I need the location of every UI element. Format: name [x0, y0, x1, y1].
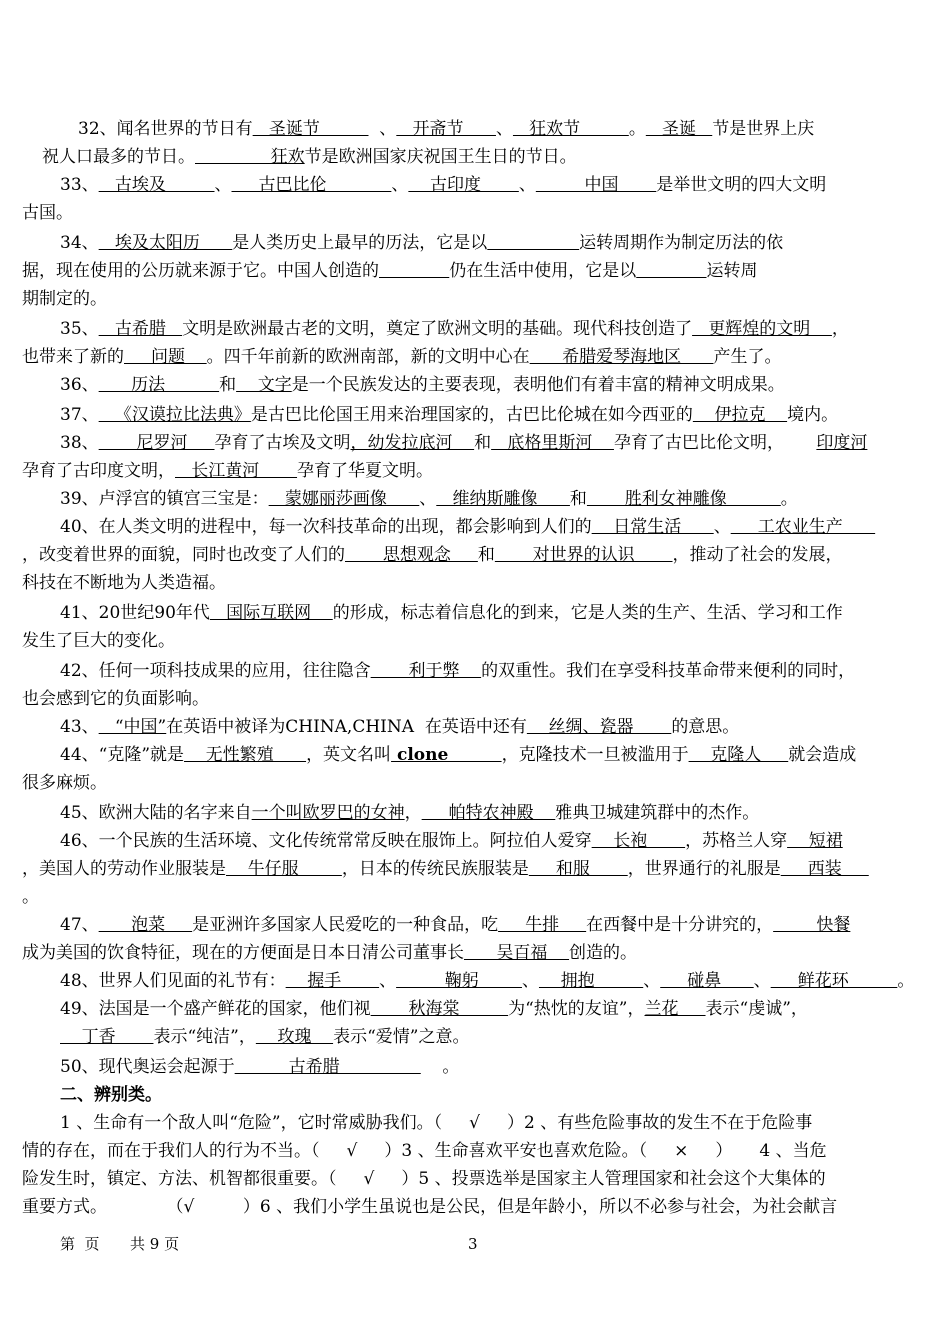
- question-text: 40、在人类文明的进程中，每一次科技革命的出现，都会影响到人们的: [60, 517, 592, 537]
- answer-blank: 古希腊: [234, 1057, 421, 1077]
- question-text: 49、法国是一个盛产鲜花的国家，他们视: [60, 999, 371, 1019]
- text-line: [0, 371, 950, 399]
- text-line: [0, 627, 950, 655]
- answer-blank: 兰花: [644, 999, 706, 1019]
- answer-blank: 希腊爱琴海地区: [529, 347, 714, 367]
- footer-page-label: 第 页: [60, 1235, 100, 1253]
- question-text: 成为美国的饮食特征，现在的方便面是日本日清公司董事长: [22, 943, 464, 963]
- answer-blank: [379, 261, 449, 281]
- answer-blank: 狂欢: [195, 147, 305, 167]
- question-text: ，苏格兰人穿: [685, 831, 788, 851]
- answer-blank: 短裙: [787, 831, 843, 851]
- text-line: [0, 599, 950, 627]
- answer-blank: 问题: [124, 347, 207, 367]
- answer-blank: 握手: [285, 971, 380, 991]
- answer-blank: 拥抱: [538, 971, 644, 991]
- answer-blank: 古希腊: [98, 319, 183, 339]
- question-text: 。: [780, 489, 798, 509]
- question-text: 二、辨别类。: [60, 1085, 162, 1105]
- answer-blank: 长袍: [591, 831, 686, 851]
- question-text: 和: [477, 545, 495, 565]
- question-text: 33、: [60, 175, 99, 195]
- text-line: [0, 199, 950, 227]
- answer-blank: 丝绸、瓷器: [526, 717, 672, 737]
- answer-blank: 底格里斯河: [491, 433, 614, 453]
- text-line: [0, 343, 950, 371]
- question-text: 、: [713, 517, 731, 537]
- question-text: 雅典卫城建筑群中的杰作。: [555, 803, 760, 823]
- text-line: [0, 1109, 950, 1137]
- answer-blank: 碰鼻: [660, 971, 754, 991]
- question-text: 、: [419, 489, 437, 509]
- answer-blank: 埃及太阳历: [98, 233, 233, 253]
- question-text: 发生了巨大的变化。: [22, 631, 175, 651]
- answer-blank: 泡菜: [98, 915, 193, 935]
- question-text: 祝人口最多的节日。: [42, 147, 195, 167]
- question-text: 就会造成: [788, 745, 857, 765]
- question-text: ，: [831, 319, 849, 339]
- text-line: [0, 257, 950, 285]
- question-text: 46、一个民族的生活环境、文化传统常常反映在服饰上。阿拉伯人爱穿: [60, 831, 592, 851]
- question-text: 48、世界人们见面的礼节有：: [60, 971, 286, 991]
- footer-page-number: 3: [468, 1235, 478, 1253]
- answer-blank: 国际互联网: [209, 603, 333, 623]
- question-text: ，日本的传统民族服装是: [341, 859, 529, 879]
- text-line: [0, 429, 950, 457]
- page-footer: [0, 1232, 950, 1256]
- question-text: ，世界通行的礼服是: [627, 859, 781, 879]
- answer-blank: 伊拉克: [692, 405, 788, 425]
- question-text: 仍在生活中使用，它是以: [449, 261, 637, 281]
- question-text: 、: [643, 971, 661, 991]
- question-text: 37、: [60, 405, 99, 425]
- footer-total-pages: 共 9 页: [130, 1235, 180, 1253]
- question-text: 1 、生命有一个敌人叫“危险”，它时常威胁我们。（ √ ）2 、有些危险事故的发生不在于危险事: [60, 1113, 813, 1133]
- question-text: 据，现在使用的公历就来源于它。中国人创造的: [22, 261, 379, 281]
- question-text: 节是欧洲国家庆祝国王生日的节日。: [304, 147, 577, 167]
- question-text: 45、欧洲大陆的名字来自: [60, 803, 252, 823]
- answer-blank: 克隆人: [688, 745, 789, 765]
- answer-blank: “中国”: [98, 717, 167, 737]
- answer-blank: 快餐: [773, 915, 851, 935]
- answer-blank: 蒙娜丽莎画像: [268, 489, 420, 509]
- question-text: 38、: [60, 433, 99, 453]
- answer-blank: 牛排: [498, 915, 587, 935]
- text-line: [0, 741, 950, 769]
- question-text: 孕育了华夏文明。: [297, 461, 434, 481]
- answer-blank: 秋海棠: [370, 999, 509, 1019]
- answer-blank: 玫瑰: [255, 1027, 334, 1047]
- text-line: [0, 685, 950, 713]
- answer-blank: 文字: [236, 375, 292, 395]
- answer-blank: [487, 233, 579, 253]
- question-text: 在英语中被译为CHINA,CHINA 在英语中还有: [166, 717, 527, 737]
- answer-blank: 开斋节: [396, 119, 496, 139]
- question-text: 的形成，标志着信息化的到来，它是人类的生产、生活、学习和工作: [332, 603, 843, 623]
- text-line: [0, 315, 950, 343]
- answer-blank: 中国: [535, 175, 657, 195]
- question-text: 孕育了古巴比伦文明，: [613, 433, 817, 453]
- text-line: [0, 939, 950, 967]
- question-text: ，克隆技术一旦被滥用于: [501, 745, 689, 765]
- question-text: 孕育了古埃及文明: [214, 433, 351, 453]
- text-line: [0, 657, 950, 685]
- question-text: 运转周: [706, 261, 758, 281]
- question-text: 很多麻烦。: [22, 773, 107, 793]
- text-line: [0, 967, 950, 995]
- answer-blank: 对世界的认识: [494, 545, 673, 565]
- text-line: [0, 541, 950, 569]
- answer-blank: 更辉煌的文明: [692, 319, 832, 339]
- question-text: 35、: [60, 319, 99, 339]
- question-text: 是亚洲许多国家人民爱吃的一种食品，吃: [192, 915, 499, 935]
- answer-blank: [636, 261, 706, 281]
- text-line: [0, 569, 950, 597]
- answer-blank: 古巴比伦: [231, 175, 392, 195]
- text-line: [0, 143, 950, 171]
- question-text: 、: [391, 175, 409, 195]
- question-text: 创造的。: [569, 943, 638, 963]
- answer-blank: clone: [391, 745, 502, 765]
- answer-blank: 古印度: [408, 175, 519, 195]
- text-line: [0, 1193, 950, 1221]
- question-text: 。四千年前新的欧洲南部，新的文明中心在: [206, 347, 530, 367]
- question-text: 的双重性。我们在享受科技革命带来便利的同时，: [481, 661, 856, 681]
- answer-blank: 日常生活: [591, 517, 714, 537]
- text-line: [0, 285, 950, 313]
- question-text: 、: [753, 971, 771, 991]
- answer-blank: 圣诞节: [252, 119, 369, 139]
- answer-blank: 长江黄河: [175, 461, 298, 481]
- question-text: 、: [521, 971, 539, 991]
- question-text: 和: [569, 489, 587, 509]
- question-text: 重要方式。 （√ ）6 、我们小学生虽说也是公民，但是年龄小，所以不必参与社会，为社会献言: [22, 1197, 838, 1217]
- question-text: ，改变着世界的面貌，同时也改变了人们的: [22, 545, 345, 565]
- text-line: [0, 855, 950, 883]
- question-text: 在西餐中是十分讲究的，: [586, 915, 774, 935]
- question-text: 科技在不断地为人类造福。: [22, 573, 226, 593]
- question-text: 情的存在，而在于我们人的行为不当。（ √ ）3 、生命喜欢平安也喜欢危险。（ × ） 4 、当危: [22, 1141, 827, 1161]
- answer-blank: 古埃及: [98, 175, 215, 195]
- question-text: 文明是欧洲最古老的文明，奠定了欧洲文明的基础。现代科技创造了: [182, 319, 693, 339]
- question-text: 孕育了古印度文明，: [22, 461, 175, 481]
- question-text: 产生了。: [713, 347, 782, 367]
- question-text: 境内。: [787, 405, 839, 425]
- text-line: [0, 995, 950, 1023]
- text-line: [0, 1053, 950, 1081]
- question-text: 。: [22, 887, 39, 907]
- question-text: 。: [628, 119, 646, 139]
- question-text: 、: [214, 175, 232, 195]
- question-text: 41、20世纪90年代: [60, 603, 210, 623]
- text-line: [0, 229, 950, 257]
- question-text: 节是世界上庆: [712, 119, 815, 139]
- answer-blank: 尼罗河: [98, 433, 215, 453]
- question-text: 44、“克隆”就是: [60, 745, 185, 765]
- question-text: ，美国人的劳动作业服装是: [22, 859, 226, 879]
- answer-blank: 思想观念: [345, 545, 478, 565]
- question-text: 险发生时，镇定、方法、机智都很重要。（ √ ）5 、投票选举是国家主人管理国家和社会这个大集体的: [22, 1169, 826, 1189]
- answer-blank: 工农业生产: [730, 517, 876, 537]
- question-text: 和: [474, 433, 492, 453]
- question-text: ，推动了社会的发展，: [672, 545, 843, 565]
- answer-blank: 《汉谟拉比法典》: [98, 405, 251, 425]
- question-text: 43、: [60, 717, 99, 737]
- question-text: 47、: [60, 915, 99, 935]
- answer-blank: 利于弊: [370, 661, 482, 681]
- answer-blank: 圣诞: [645, 119, 713, 139]
- answer-blank: 鲜花环: [770, 971, 898, 991]
- question-text: 为“热忱的友谊”，: [508, 999, 645, 1019]
- question-text: 的意思。: [671, 717, 740, 737]
- question-text: 表示“爱情”之意。: [333, 1027, 470, 1047]
- answer-blank: 狂欢节: [512, 119, 629, 139]
- text-line: [0, 1081, 950, 1109]
- question-text: 39、卢浮宫的镇宫三宝是：: [60, 489, 269, 509]
- text-line: [0, 827, 950, 855]
- answer-blank: 丁香: [60, 1027, 154, 1047]
- question-text: 34、: [60, 233, 99, 253]
- question-text: 和: [219, 375, 237, 395]
- question-text: 42、任何一项科技成果的应用，往往隐含: [60, 661, 371, 681]
- question-text: 表示“纯洁”，: [153, 1027, 256, 1047]
- question-text: 、: [368, 119, 397, 139]
- question-text: 、: [518, 175, 536, 195]
- question-text: 是古巴比伦国王用来治理国家的，古巴比伦城在如今西亚的: [250, 405, 693, 425]
- question-text: 也带来了新的: [22, 347, 124, 367]
- answer-blank: 无性繁殖: [184, 745, 307, 765]
- question-text: 。: [897, 971, 915, 991]
- text-line: [0, 401, 950, 429]
- answer-blank: 维纳斯雕像: [436, 489, 570, 509]
- question-text: 是举世文明的四大文明: [656, 175, 827, 195]
- text-line: [0, 883, 950, 911]
- answer-blank: 胜利女神雕像: [586, 489, 781, 509]
- answer-blank: 一个叫欧罗巴的女神: [251, 803, 405, 823]
- question-text: 、: [495, 119, 513, 139]
- text-line: [0, 769, 950, 797]
- question-text: 古国。: [22, 203, 73, 223]
- question-text: ，: [404, 803, 422, 823]
- text-line: [0, 799, 950, 827]
- question-text: 运转周期作为制定历法的依: [579, 233, 784, 253]
- question-text: 也会感到它的负面影响。: [22, 689, 209, 709]
- answer-blank: 西装: [780, 859, 869, 879]
- answer-blank: 和服: [528, 859, 628, 879]
- answer-blank: 印度河: [816, 433, 868, 453]
- question-text: 是人类历史上最早的历法，它是以: [232, 233, 488, 253]
- question-text: 50、现代奥运会起源于: [60, 1057, 235, 1077]
- question-text: 表示“虔诚”，: [705, 999, 808, 1019]
- answer-blank: 吴百福: [464, 943, 570, 963]
- text-line: [0, 513, 950, 541]
- text-line: [0, 115, 950, 143]
- text-line: [0, 457, 950, 485]
- answer-blank: ，幼发拉底河: [350, 433, 475, 453]
- answer-blank: 鞠躬: [396, 971, 522, 991]
- answer-blank: 帕特农神殿: [421, 803, 556, 823]
- question-text: 。: [420, 1057, 460, 1077]
- question-text: 是一个民族发达的主要表现，表明他们有着丰富的精神文明成果。: [291, 375, 785, 395]
- text-line: [0, 171, 950, 199]
- question-text: 期制定的。: [22, 289, 107, 309]
- question-text: ，英文名叫: [306, 745, 392, 765]
- text-line: [0, 1137, 950, 1165]
- question-text: 、: [379, 971, 397, 991]
- text-line: [0, 1165, 950, 1193]
- text-line: [0, 1023, 950, 1051]
- text-line: [0, 485, 950, 513]
- text-line: [0, 713, 950, 741]
- question-text: 32、闻名世界的节日有: [78, 119, 253, 139]
- text-line: [0, 911, 950, 939]
- answer-blank: 历法: [98, 375, 220, 395]
- question-text: 36、: [60, 375, 99, 395]
- answer-blank: 牛仔服: [226, 859, 342, 879]
